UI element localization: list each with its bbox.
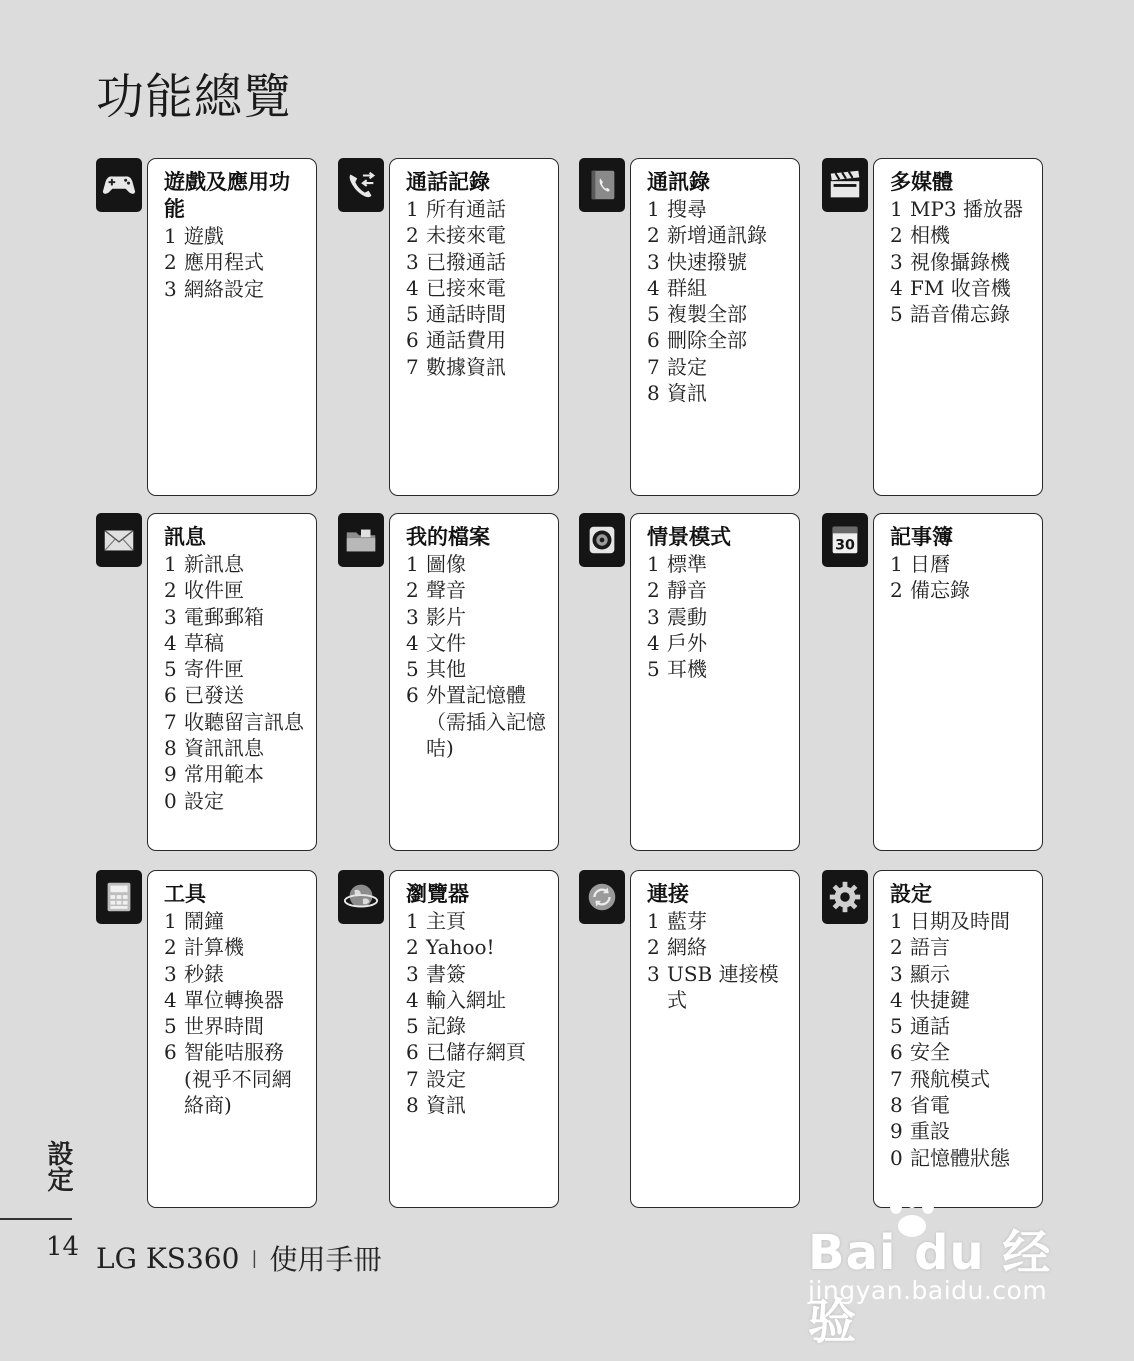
- menu-item[interactable]: [406, 222, 550, 248]
- menu-item[interactable]: [647, 630, 791, 656]
- footer-model: LG KS360: [96, 1241, 240, 1275]
- baidu-watermark: [808, 1192, 1068, 1350]
- menu-list: [890, 908, 1034, 1171]
- item-label: 通話: [910, 1014, 950, 1039]
- item-number: 0: [164, 788, 177, 813]
- item-number: 5: [647, 302, 660, 327]
- item-label: 日期及時間: [910, 909, 1010, 933]
- item-label: 記憶體狀態: [910, 1145, 1010, 1170]
- item-number: 2: [647, 578, 660, 603]
- item-label: 應用程式: [184, 250, 264, 275]
- item-label: 群組: [667, 275, 707, 300]
- item-label: 靜音: [667, 578, 707, 603]
- item-label: 新訊息: [184, 552, 244, 576]
- item-label: 秒錶: [184, 961, 224, 986]
- menu-list: [164, 551, 308, 814]
- item-label: 其他: [426, 657, 466, 682]
- menu-card: [630, 513, 800, 851]
- menu-card: [873, 870, 1043, 1208]
- item-label: 智能咭服務(視乎不同網絡商): [184, 1040, 292, 1118]
- item-label: 安全: [910, 1040, 950, 1065]
- item-number: 1: [164, 909, 177, 933]
- menu-heading: 連接: [647, 882, 689, 906]
- menu-organiser[interactable]: [822, 513, 1066, 851]
- menu-item[interactable]: [164, 709, 308, 735]
- clapperboard-icon: [822, 158, 868, 212]
- item-number: 2: [647, 935, 660, 960]
- item-number: 1: [647, 552, 660, 576]
- item-label: 搜尋: [667, 197, 707, 221]
- item-number: 6: [164, 1040, 177, 1065]
- footer-manual: 使用手冊: [269, 1243, 382, 1276]
- menu-item[interactable]: [164, 961, 308, 987]
- item-label: 顯示: [910, 961, 950, 986]
- item-number: 6: [406, 683, 419, 708]
- item-number: 5: [890, 1014, 903, 1039]
- item-label: 備忘錄: [910, 578, 970, 603]
- menu-item[interactable]: [164, 908, 308, 934]
- menu-heading: 通話記錄: [406, 170, 490, 194]
- item-label: 相機: [910, 223, 950, 248]
- item-number: 1: [406, 197, 419, 221]
- item-label: 未接來電: [426, 223, 506, 248]
- menu-card: [389, 870, 559, 1208]
- menu-heading: 記事簿: [890, 525, 953, 549]
- item-number: 5: [647, 657, 660, 682]
- item-label: 已發送: [184, 683, 244, 708]
- menu-card: [147, 158, 317, 496]
- menu-heading: 工具: [164, 882, 206, 906]
- item-label: 刪除全部: [667, 328, 747, 353]
- call-log-icon: [338, 158, 384, 212]
- menu-item[interactable]: [406, 275, 550, 301]
- menu-item[interactable]: [890, 222, 1034, 248]
- item-number: 5: [164, 657, 177, 682]
- item-number: 1: [164, 224, 177, 248]
- item-number: 9: [890, 1119, 903, 1144]
- menu-card: [147, 870, 317, 1208]
- item-number: 4: [890, 275, 903, 300]
- menu-item[interactable]: [406, 630, 550, 656]
- item-label: 日曆: [910, 552, 950, 576]
- item-label: 外置記憶體（需插入記憶咭): [426, 683, 546, 761]
- item-label: 設定: [184, 788, 224, 813]
- menu-item[interactable]: [890, 196, 1034, 222]
- menu-item[interactable]: [647, 327, 791, 353]
- menu-item[interactable]: [406, 961, 550, 987]
- menu-item[interactable]: [647, 656, 791, 682]
- menu-card: [389, 158, 559, 496]
- item-number: 5: [890, 302, 903, 327]
- item-label: 資訊: [667, 381, 707, 406]
- menu-item[interactable]: [647, 275, 791, 301]
- item-label: MP3 播放器: [910, 197, 1024, 221]
- menu-item[interactable]: [406, 327, 550, 353]
- calendar-day-number: 30: [835, 537, 855, 554]
- menu-item[interactable]: [890, 551, 1034, 577]
- sync-icon: [579, 870, 625, 924]
- item-number: 1: [890, 197, 903, 221]
- menu-item[interactable]: [647, 551, 791, 577]
- gamepad-icon: [96, 158, 142, 212]
- item-number: 5: [164, 1014, 177, 1039]
- menu-item[interactable]: [406, 354, 550, 380]
- menu-item[interactable]: [890, 249, 1034, 275]
- menu-item[interactable]: [164, 682, 308, 708]
- menu-item[interactable]: [647, 961, 791, 1014]
- item-number: 7: [406, 354, 419, 379]
- phonebook-icon: [579, 158, 625, 212]
- menu-heading: 訊息: [164, 525, 206, 549]
- watermark-url: jingyan.baidu.com: [808, 1276, 1048, 1305]
- menu-item[interactable]: [890, 1039, 1034, 1065]
- item-label: 網絡設定: [184, 276, 264, 301]
- item-label: 震動: [667, 604, 707, 629]
- menu-item[interactable]: [890, 301, 1034, 327]
- menu-my-files[interactable]: [338, 513, 582, 851]
- menu-item[interactable]: [164, 223, 308, 249]
- item-number: 2: [164, 250, 177, 275]
- menu-item[interactable]: [164, 761, 308, 787]
- menu-item[interactable]: [647, 604, 791, 630]
- item-label: 收聽留言訊息: [184, 709, 304, 734]
- item-label: 省電: [910, 1093, 950, 1118]
- menu-list: [890, 196, 1034, 327]
- menu-item[interactable]: [164, 276, 308, 302]
- item-label: 影片: [426, 604, 466, 629]
- menu-item[interactable]: [647, 354, 791, 380]
- menu-item[interactable]: [890, 987, 1034, 1013]
- item-number: 3: [164, 604, 177, 629]
- menu-item[interactable]: [890, 577, 1034, 603]
- item-number: 4: [406, 987, 419, 1012]
- item-number: 3: [406, 961, 419, 986]
- menu-list: [164, 223, 308, 302]
- menu-browser[interactable]: [338, 870, 582, 1208]
- item-number: 1: [890, 552, 903, 576]
- menu-item[interactable]: [406, 551, 550, 577]
- item-number: 6: [406, 1040, 419, 1065]
- menu-list: [406, 196, 550, 380]
- menu-phonebook[interactable]: [579, 158, 823, 496]
- item-number: 2: [647, 223, 660, 248]
- menu-item[interactable]: [164, 630, 308, 656]
- item-number: 8: [647, 381, 660, 406]
- item-number: 4: [647, 630, 660, 655]
- item-number: 1: [890, 909, 903, 933]
- item-number: 1: [406, 552, 419, 576]
- item-number: 3: [406, 604, 419, 629]
- footer-separator: |: [251, 1247, 258, 1269]
- item-number: 6: [647, 328, 660, 353]
- item-number: 4: [164, 630, 177, 655]
- menu-item[interactable]: [406, 249, 550, 275]
- item-label: 常用範本: [184, 762, 264, 787]
- item-number: 2: [406, 935, 419, 960]
- item-label: 耳機: [667, 657, 707, 682]
- item-label: 電郵郵箱: [184, 604, 264, 629]
- item-label: 收件匣: [184, 578, 244, 603]
- menu-item[interactable]: [164, 249, 308, 275]
- menu-call-log[interactable]: [338, 158, 582, 496]
- item-label: 已儲存網頁: [426, 1040, 526, 1065]
- item-label: 網絡: [667, 935, 707, 960]
- calculator-icon: [96, 870, 142, 924]
- menu-heading: 我的檔案: [406, 525, 490, 549]
- menu-item[interactable]: [647, 301, 791, 327]
- item-number: 2: [890, 578, 903, 603]
- page-title: 功能總覽: [96, 69, 293, 125]
- item-number: 3: [164, 276, 177, 301]
- item-number: 3: [890, 249, 903, 274]
- menu-item[interactable]: [890, 1145, 1034, 1171]
- item-label: 世界時間: [184, 1014, 264, 1039]
- footer-title: [96, 1238, 382, 1278]
- item-number: 4: [164, 987, 177, 1012]
- item-label: 設定: [667, 354, 707, 379]
- menu-profiles[interactable]: [579, 513, 823, 851]
- menu-item[interactable]: [164, 551, 308, 577]
- menu-connectivity[interactable]: [579, 870, 823, 1208]
- envelope-icon: [96, 513, 142, 567]
- menu-item[interactable]: [890, 275, 1034, 301]
- menu-item[interactable]: [164, 1013, 308, 1039]
- menu-messages[interactable]: [96, 513, 340, 851]
- item-label: 資訊: [426, 1093, 466, 1118]
- menu-heading: 瀏覽器: [406, 882, 469, 906]
- item-label: 主頁: [426, 909, 466, 933]
- item-label: 重設: [910, 1119, 950, 1144]
- watermark-brand: Bai du 经验: [808, 1225, 1052, 1350]
- menu-item[interactable]: [406, 656, 550, 682]
- item-number: 7: [647, 354, 660, 379]
- item-number: 4: [406, 630, 419, 655]
- menu-item[interactable]: [406, 987, 550, 1013]
- item-label: 數據資訊: [426, 354, 506, 379]
- item-label: 語音備忘錄: [910, 302, 1010, 327]
- item-number: 9: [164, 762, 177, 787]
- item-number: 3: [647, 249, 660, 274]
- item-number: 4: [647, 275, 660, 300]
- item-number: 2: [164, 578, 177, 603]
- menu-item[interactable]: [406, 1039, 550, 1065]
- menu-heading: 通訊錄: [647, 170, 710, 194]
- item-number: 3: [647, 961, 660, 986]
- menu-card: [630, 158, 800, 496]
- menu-heading: 情景模式: [647, 525, 731, 549]
- item-label: 設定: [426, 1066, 466, 1091]
- folder-icon: [338, 513, 384, 567]
- item-number: 5: [406, 302, 419, 327]
- divider: [0, 1218, 72, 1220]
- menu-heading: 設定: [890, 882, 932, 906]
- item-number: 3: [647, 604, 660, 629]
- item-label: 寄件匣: [184, 657, 244, 682]
- item-number: 4: [890, 987, 903, 1012]
- item-number: 0: [890, 1145, 903, 1170]
- item-number: 4: [406, 275, 419, 300]
- speaker-icon: [579, 513, 625, 567]
- section-tab: 設定: [43, 1140, 73, 1192]
- item-number: 8: [406, 1093, 419, 1118]
- menu-item[interactable]: [647, 222, 791, 248]
- menu-item[interactable]: [647, 908, 791, 934]
- item-number: 6: [406, 328, 419, 353]
- menu-item[interactable]: [164, 735, 308, 761]
- item-label: 圖像: [426, 552, 466, 576]
- item-label: 新增通訊錄: [667, 223, 767, 248]
- page-number: 14: [46, 1232, 80, 1262]
- item-label: 草稿: [184, 630, 224, 655]
- menu-list: [647, 908, 791, 1013]
- menu-item[interactable]: [406, 1013, 550, 1039]
- menu-item[interactable]: [890, 908, 1034, 934]
- item-label: 單位轉換器: [184, 987, 284, 1012]
- menu-games-apps[interactable]: [96, 158, 340, 496]
- item-number: 2: [890, 223, 903, 248]
- item-number: 3: [164, 961, 177, 986]
- item-number: 1: [647, 909, 660, 933]
- item-number: 1: [406, 909, 419, 933]
- menu-item[interactable]: [164, 656, 308, 682]
- item-number: 6: [890, 1040, 903, 1065]
- item-label: 文件: [426, 630, 466, 655]
- item-label: USB 連接模式: [667, 961, 779, 1012]
- menu-item[interactable]: [890, 1118, 1034, 1144]
- item-label: 通話時間: [426, 302, 506, 327]
- menu-item[interactable]: [647, 380, 791, 406]
- item-number: 8: [890, 1093, 903, 1118]
- item-label: 複製全部: [667, 302, 747, 327]
- menu-item[interactable]: [647, 577, 791, 603]
- menu-item[interactable]: [406, 301, 550, 327]
- item-number: 5: [406, 1014, 419, 1039]
- menu-item[interactable]: [164, 788, 308, 814]
- menu-item[interactable]: [164, 1039, 308, 1118]
- menu-item[interactable]: [647, 934, 791, 960]
- menu-list: [164, 908, 308, 1118]
- menu-item[interactable]: [406, 604, 550, 630]
- menu-item[interactable]: [890, 1066, 1034, 1092]
- item-number: 2: [406, 223, 419, 248]
- item-label: 快速撥號: [667, 249, 747, 274]
- menu-multimedia[interactable]: [822, 158, 1066, 496]
- item-label: 通話費用: [426, 328, 506, 353]
- menu-list: [406, 551, 550, 761]
- item-number: 7: [164, 709, 177, 734]
- menu-card: [147, 513, 317, 851]
- menu-item[interactable]: [890, 1092, 1034, 1118]
- menu-heading: 多媒體: [890, 170, 953, 194]
- item-number: 2: [406, 578, 419, 603]
- item-label: 書簽: [426, 961, 466, 986]
- menu-item[interactable]: [406, 196, 550, 222]
- menu-item[interactable]: [406, 1066, 550, 1092]
- menu-item[interactable]: [647, 196, 791, 222]
- item-number: 7: [406, 1066, 419, 1091]
- menu-item[interactable]: [406, 1092, 550, 1118]
- item-number: 1: [647, 197, 660, 221]
- menu-item[interactable]: [164, 604, 308, 630]
- gear-icon: [822, 870, 868, 924]
- item-label: Yahoo!: [426, 935, 495, 960]
- menu-item[interactable]: [647, 249, 791, 275]
- menu-item[interactable]: [406, 908, 550, 934]
- menu-item[interactable]: [890, 961, 1034, 987]
- menu-item[interactable]: [406, 934, 550, 960]
- item-label: 聲音: [426, 578, 466, 603]
- menu-list: [647, 551, 791, 682]
- item-label: 快捷鍵: [910, 987, 970, 1012]
- item-number: 6: [164, 683, 177, 708]
- globe-icon: [338, 870, 384, 924]
- menu-item[interactable]: [890, 1013, 1034, 1039]
- menu-card: [389, 513, 559, 851]
- item-label: 戶外: [667, 630, 707, 655]
- item-label: FM 收音機: [910, 275, 1011, 300]
- item-number: 2: [890, 935, 903, 960]
- menu-card: [630, 870, 800, 1208]
- item-number: 8: [164, 736, 177, 761]
- menu-item[interactable]: [164, 987, 308, 1013]
- menu-heading: 遊戲及應用功能: [164, 170, 290, 221]
- item-number: 3: [406, 249, 419, 274]
- item-label: 所有通話: [426, 197, 506, 221]
- menu-list: [647, 196, 791, 406]
- item-number: 1: [164, 552, 177, 576]
- item-number: 3: [890, 961, 903, 986]
- item-label: 計算機: [184, 935, 244, 960]
- menu-item[interactable]: [890, 934, 1034, 960]
- menu-tools[interactable]: [96, 870, 340, 1208]
- item-label: 標準: [667, 552, 707, 576]
- menu-item[interactable]: [164, 934, 308, 960]
- menu-card: [873, 158, 1043, 496]
- menu-item[interactable]: [406, 682, 550, 761]
- item-number: 5: [406, 657, 419, 682]
- item-label: 藍芽: [667, 909, 707, 933]
- item-label: 視像攝錄機: [910, 249, 1010, 274]
- calendar-icon: [822, 513, 868, 567]
- item-number: 2: [164, 935, 177, 960]
- item-label: 鬧鐘: [184, 909, 224, 933]
- menu-list: [890, 551, 1034, 604]
- item-label: 飛航模式: [910, 1066, 990, 1091]
- item-label: 已接來電: [426, 275, 506, 300]
- item-label: 記錄: [426, 1014, 466, 1039]
- item-label: 輸入網址: [426, 987, 506, 1012]
- menu-item[interactable]: [406, 577, 550, 603]
- item-label: 資訊訊息: [184, 736, 264, 761]
- menu-list: [406, 908, 550, 1118]
- item-label: 已撥通話: [426, 249, 506, 274]
- item-label: 遊戲: [184, 224, 224, 248]
- menu-card: [873, 513, 1043, 851]
- item-label: 語言: [910, 935, 950, 960]
- menu-item[interactable]: [164, 577, 308, 603]
- menu-settings[interactable]: [822, 870, 1066, 1208]
- item-number: 7: [890, 1066, 903, 1091]
